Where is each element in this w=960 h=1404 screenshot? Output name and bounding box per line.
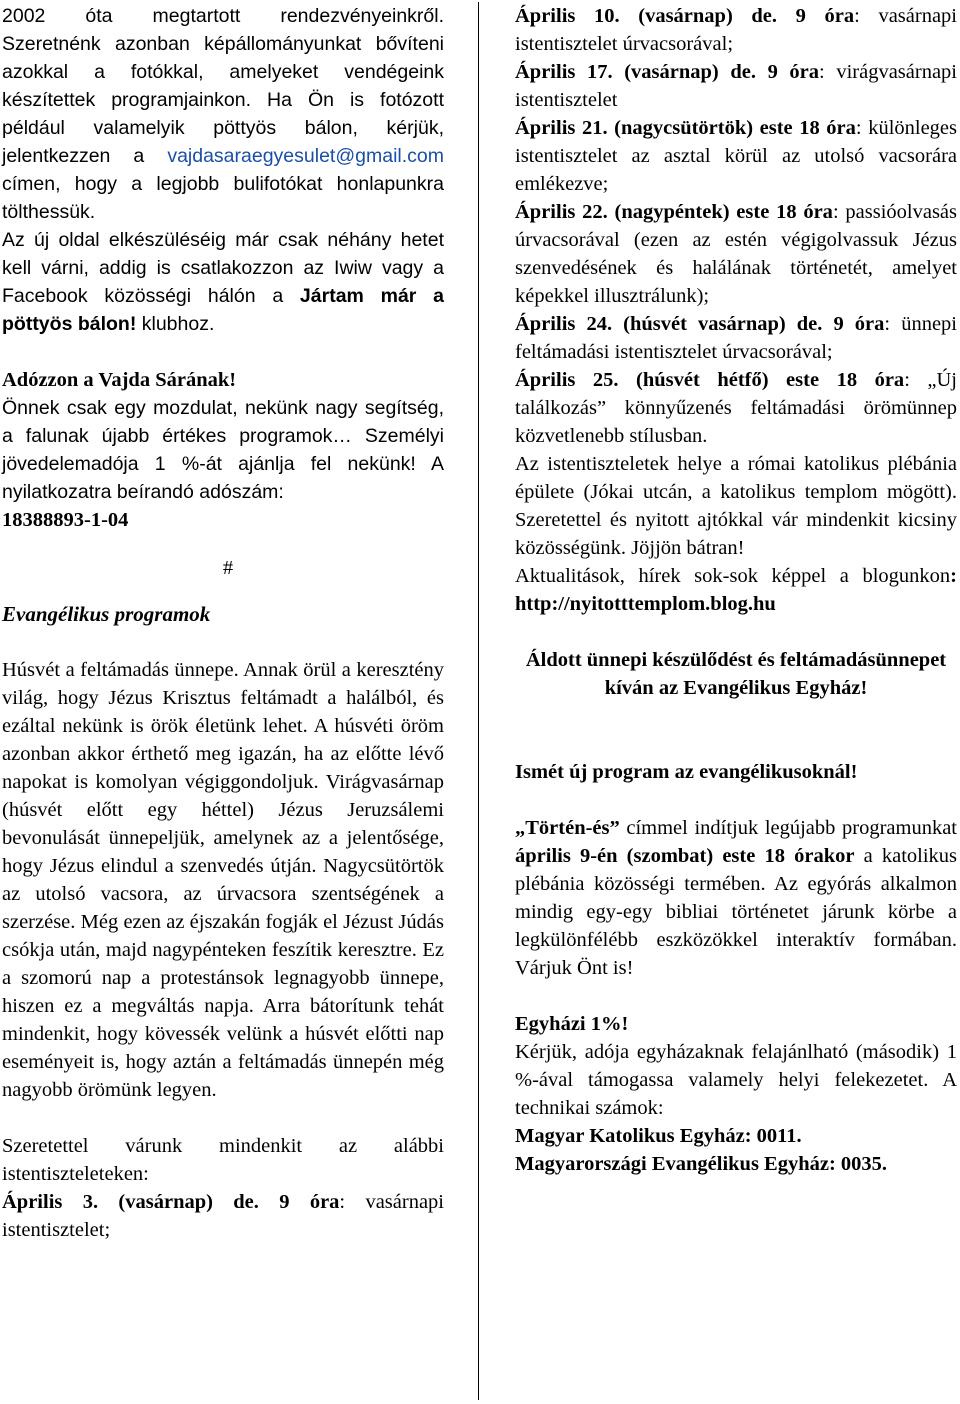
schedule-apr24: Április 24. (húsvét vasárnap) de. 9 óra: ünnepi feltámadási istentisztelet úrvacsorával; [515,313,957,363]
schedule-apr21: Április 21. (nagycsütörtök) este 18 óra: különleges istentisztelet az asztal körül az utolsó vacsorára emlékezve; [515,117,958,195]
email-link[interactable]: vajdasaraegyesulet@gmail.com [167,145,444,167]
photo-request-paragraph: 2002 óta megtartott rendezvényeinkről. Szeretnénk azonban képállományunkat bővíteni azokkal a fotókkal, amelyeket vendégeink készítettek programjainkon. Ha Ön is fotózott például valamelyik pöttyös bálon, kérjük, jelentkezzen a vajdasaraegyesulet@gmail.com címen, hogy a legjobb bulifotókat honlapunkra tölthessük. [2,5,444,223]
blog-link[interactable]: : http://nyitotttemplom.blog.hu [515,565,957,615]
easter-paragraph: Húsvét a feltámadás ünnepe. Annak örül a keresztény világ, hogy Jézus Krisztus feltámadt a halálból, és ezáltal nekünk is örök életünk lehet. A húsvéti öröm azonban akkor érthető meg igazán, ha az előtte lévő napokat is komolyan végiggondoljuk. Virágvasárnap (húsvét előtt egy héttel) Jézus Jeruzsálemi bevonulását ünnepeljük, amelynek az a jelentősége, hogy Jézus elindul a szenvedés útján. Nagycsütörtök az utolsó vacsora, az úrvacsora szentségének a szerzése. Még ezen az éjszakán fogják el Jézust Júdás csókja után, majd nagypénteken feszítik keresztre. Ez a szomorú nap a protestánsok legnagyobb ünnepe, hiszen ez a megváltás napja. Arra bátorítunk tehát mindenkit, hogy kövessék velünk a húsvét előtti nap eseményeit is, hogy aztán a feltámadás ünnepén még nagyobb örömünk legyen. [2,659,444,1101]
tax-number: 18388893-1-04 [2,509,129,531]
invite-paragraph: Szeretettel várunk mindenkit az alábbi istentiszteleteken: [2,1135,444,1185]
column-divider [478,2,479,1400]
right-column [515,2,957,1178]
schedule-apr3: Április 3. (vasárnap) de. 9 óra: vasárnapi istentisztelet; [2,1191,444,1241]
greeting: Áldott ünnepi készülődést és feltámadásünnepet kíván az Evangélikus Egyház! [525,649,947,699]
catholic-code: Magyar Katolikus Egyház: 0011. [515,1125,802,1147]
schedule-apr10: Április 10. (vasárnap) de. 9 óra: vasárnapi istentisztelet úrvacsorával; [515,5,957,55]
new-site-paragraph: Az új oldal elkészüléséig már csak néhány hetet kell várni, addig is csatlakozzon az Iwiw vagy a Facebook közösségi hálón a Jártam már a pöttyös bálon! klubhoz. [2,229,444,335]
left-column [2,2,444,1244]
club-name: Jártam már a pöttyös bálon! [2,285,444,335]
schedule-apr17: Április 17. (vasárnap) de. 9 óra: virágvasárnapi istentisztelet [515,61,957,111]
schedule-apr25: Április 25. (húsvét hétfő) este 18 óra: „Új találkozás” könnyűzenés feltámadási örömünnep közvetlenebb stílusban. [515,369,957,447]
tortenes-paragraph: „Történ-és” címmel indítjuk legújabb programunkat április 9-én (szombat) este 18 órakor a katolikus plébánia közösségi termében. Az egyórás alkalmon mindig egy-egy bibliai történetet járunk körbe a legkülönfélébb eszközökkel interaktív formában. Várjuk Önt is! [515,817,958,979]
church-tax-heading: Egyházi 1%! [515,1013,629,1035]
section-separator: # [222,557,234,579]
tax-heading: Adózzon a Vajda Sárának! [2,369,237,391]
schedule-apr22: Április 22. (nagypéntek) este 18 óra: passióolvasás úrvacsorával (ezen az estén végigolvassuk Jézus szenvedésének és halálának történetét, amelyet képekkel illusztrálunk); [515,201,957,307]
new-program-heading: Ismét új program az evangélikusoknál! [515,761,858,783]
tax-paragraph: Önnek csak egy mozdulat, nekünk nagy segítség, a falunak újabb értékes programok… Személyi jövedelemadója 1 %-át ajánlja fel nekünk! A nyilatkozatra beírandó adószám: [2,397,444,503]
blog-paragraph: Aktualitások, hírek sok-sok képpel a blogunkon: http://nyitotttemplom.blog.hu [515,565,957,615]
evangelical-code: Magyarországi Evangélikus Egyház: 0035. [515,1153,888,1175]
evangelical-programs-heading: Evangélikus programok [2,602,211,626]
location-paragraph: Az istentiszteletek helye a római katolikus plébánia épülete (Jókai utcán, a katolikus templom mögött). Szeretettel és nyitott ajtókkal vár mindenkit kicsiny közösségünk. Jöjjön bátran! [515,453,957,559]
church-tax-paragraph: Kérjük, adója egyházaknak felajánlható (második) 1 %-ával támogassa valamely helyi felekezetet. A technikai számok: [515,1041,957,1119]
